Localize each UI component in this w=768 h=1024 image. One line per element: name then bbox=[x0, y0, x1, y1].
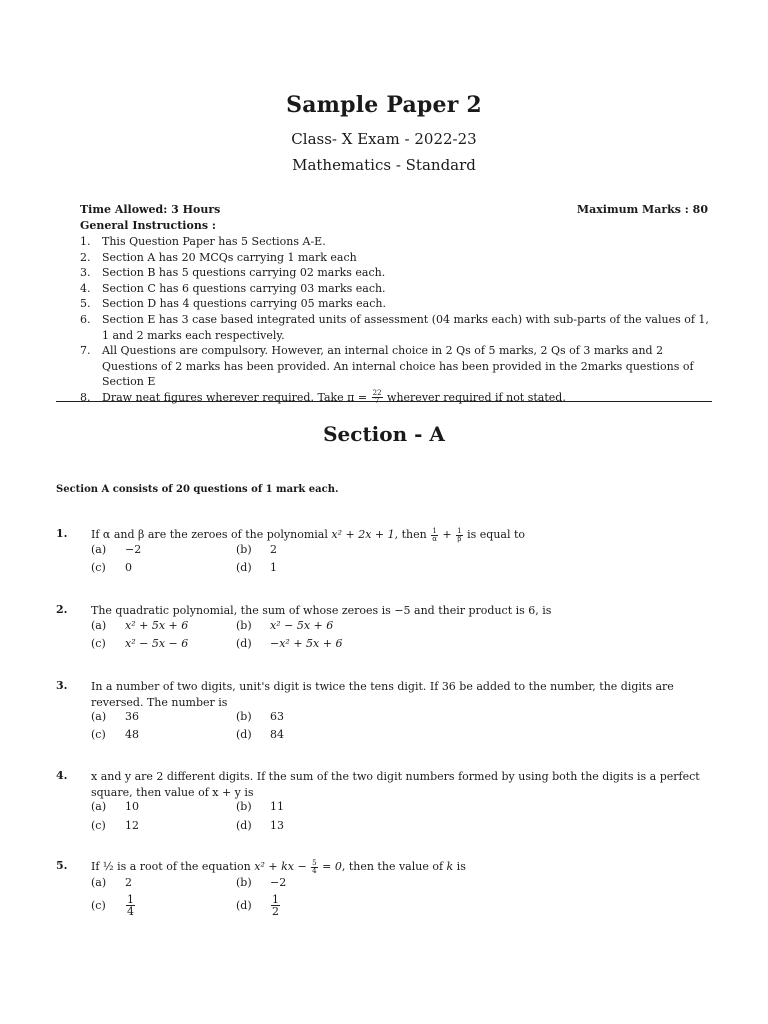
instruction-item bbox=[80, 281, 714, 297]
fraction-denominator: β bbox=[457, 534, 462, 543]
option-value: 10 bbox=[125, 800, 139, 813]
question-text-part: If α and β are the zeroes of the polynomial bbox=[91, 528, 332, 541]
question-number: 2. bbox=[56, 603, 68, 616]
fraction-numerator: 1 bbox=[127, 893, 134, 906]
option-a: (a) 2 bbox=[91, 876, 132, 889]
option-c: (c) 0 bbox=[91, 561, 132, 574]
fraction-one-over-alpha bbox=[431, 528, 438, 543]
instruction-text: wherever required if not stated. bbox=[383, 390, 566, 404]
fraction-numerator: 1 bbox=[432, 526, 437, 535]
option-value: 12 bbox=[125, 819, 139, 832]
option-value: 36 bbox=[125, 710, 139, 723]
instruction-text: Section E has 3 case based integrated units of assessment (04 marks each) with sub-parts of the values of 1, 1 and 2 marks each respectively. bbox=[102, 312, 709, 342]
instruction-item bbox=[80, 343, 714, 390]
pi-fraction bbox=[372, 390, 383, 405]
option-value: 84 bbox=[270, 728, 284, 741]
instruction-number: 8. bbox=[80, 390, 91, 404]
option-d-fraction bbox=[271, 894, 280, 917]
instruction-text: Section D has 4 questions carrying 05 marks each. bbox=[102, 297, 386, 311]
option-c: (c) 48 bbox=[91, 728, 139, 741]
instruction-text: Section A has 20 MCQs carrying 1 mark each bbox=[102, 250, 357, 264]
instruction-number: 1. bbox=[80, 235, 91, 248]
question-text: x and y are 2 different digits. If the sum of the two digit numbers formed by using both the digits is a perfect square, then value of x + y is bbox=[91, 770, 700, 799]
option-c: (c) x² − 5x − 6 bbox=[91, 637, 189, 650]
option-b: (b) 63 bbox=[236, 710, 284, 723]
fraction-numerator: 1 bbox=[272, 893, 279, 906]
option-value: 0 bbox=[125, 561, 132, 574]
fraction-five-over-four bbox=[311, 860, 317, 875]
instructions-list bbox=[80, 234, 714, 406]
option-a: (a) 10 bbox=[91, 800, 139, 813]
question-number: 3. bbox=[56, 679, 68, 692]
option-value: x² − 5x − 6 bbox=[125, 637, 189, 650]
option-value: 63 bbox=[270, 710, 284, 723]
pi-fraction-denominator: 7 bbox=[374, 397, 380, 406]
question-1 bbox=[56, 527, 716, 579]
instruction-item bbox=[80, 234, 714, 250]
question-2 bbox=[56, 603, 716, 655]
question-text-part: , then the value of bbox=[341, 860, 447, 873]
instruction-text: Section B has 5 questions carrying 02 marks each. bbox=[102, 266, 386, 280]
option-value: −x² + 5x + 6 bbox=[270, 637, 343, 650]
instruction-item bbox=[80, 312, 714, 343]
fraction-one-over-beta bbox=[456, 528, 462, 543]
equation-part: x² + kx − bbox=[254, 860, 311, 873]
option-a: (a) −2 bbox=[91, 543, 142, 556]
equation-part: = 0 bbox=[318, 860, 342, 873]
option-b: (b) 2 bbox=[236, 543, 277, 556]
section-title: Section - A bbox=[323, 422, 445, 446]
question-text-part: , then bbox=[394, 528, 431, 541]
time-allowed: Time Allowed: 3 Hours bbox=[80, 203, 221, 216]
option-value: 2 bbox=[270, 543, 277, 556]
option-d: (d) $\frac{1}{2}$ bbox=[236, 893, 279, 918]
option-value: 1 bbox=[270, 561, 277, 574]
option-value: x² + 5x + 6 bbox=[125, 619, 189, 632]
maximum-marks: Maximum Marks : 80 bbox=[576, 203, 708, 216]
fraction-numerator: 5 bbox=[312, 858, 317, 867]
option-a: (a) x² + 5x + 6 bbox=[91, 619, 189, 632]
pi-fraction-numerator: 22 bbox=[372, 389, 382, 398]
question-3 bbox=[56, 679, 716, 745]
option-value: 48 bbox=[125, 728, 139, 741]
polynomial-expression: x² + 2x + 1 bbox=[331, 528, 395, 541]
question-4 bbox=[56, 769, 716, 835]
instruction-text: All Questions are compulsory. However, an internal choice in 2 Qs of 5 marks, 2 Qs of 3 marks and 2 Questions of 2 marks has been provided. An internal choice has been provided in the 2marks questions of Section E bbox=[102, 344, 694, 389]
class-exam-subtitle: Class- X Exam - 2022-23 bbox=[291, 130, 477, 148]
instruction-number: 2. bbox=[80, 250, 91, 264]
option-d: (d) 13 bbox=[236, 819, 284, 832]
question-text-part: If ½ is a root of the equation bbox=[91, 860, 255, 873]
option-value: −2 bbox=[270, 876, 287, 889]
variable-k: k bbox=[446, 860, 454, 873]
option-a: (a) 36 bbox=[91, 710, 139, 723]
option-value: x² − 5x + 6 bbox=[270, 619, 334, 632]
subject-subtitle: Mathematics - Standard bbox=[292, 156, 476, 174]
question-text bbox=[91, 527, 715, 543]
option-value: 13 bbox=[270, 819, 284, 832]
instruction-number: 4. bbox=[80, 281, 91, 295]
general-instructions-title: General Instructions : bbox=[80, 219, 216, 232]
section-note: Section A consists of 20 questions of 1 mark each. bbox=[56, 484, 339, 495]
option-value: 11 bbox=[270, 800, 284, 813]
question-text-part: is equal to bbox=[463, 528, 526, 541]
option-b: (b) x² − 5x + 6 bbox=[236, 619, 334, 632]
instruction-number: 6. bbox=[80, 312, 91, 326]
instruction-number: 7. bbox=[80, 344, 91, 358]
option-d: (d) 84 bbox=[236, 728, 284, 741]
instruction-item bbox=[80, 265, 714, 281]
question-number: 5. bbox=[56, 859, 68, 872]
instruction-number: 5. bbox=[80, 297, 91, 311]
question-number: 1. bbox=[56, 527, 68, 540]
option-c: (c) 12 bbox=[91, 819, 139, 832]
instruction-number: 3. bbox=[80, 266, 91, 280]
fraction-denominator: 2 bbox=[272, 905, 279, 918]
question-5 bbox=[56, 859, 716, 923]
question-text bbox=[91, 859, 715, 875]
fraction-numerator: 1 bbox=[457, 526, 462, 535]
option-value: −2 bbox=[125, 543, 142, 556]
option-d: (d) 1 bbox=[236, 561, 277, 574]
instruction-text: Section C has 6 questions carrying 03 marks each. bbox=[102, 281, 386, 295]
instruction-item bbox=[80, 250, 714, 266]
instruction-item bbox=[80, 390, 714, 406]
fraction-denominator: 4 bbox=[127, 905, 134, 918]
option-value: 2 bbox=[125, 876, 132, 889]
question-text: The quadratic polynomial, the sum of whose zeroes is −5 and their product is 6, is bbox=[91, 604, 552, 617]
question-text-part: is bbox=[453, 860, 466, 873]
instruction-item bbox=[80, 296, 714, 312]
exam-meta-row bbox=[80, 203, 708, 219]
instruction-text: This Question Paper has 5 Sections A-E. bbox=[102, 235, 326, 248]
fraction-denominator: 4 bbox=[312, 866, 317, 875]
question-number: 4. bbox=[56, 769, 68, 782]
plus-sign: + bbox=[438, 528, 456, 541]
option-d: (d) −x² + 5x + 6 bbox=[236, 637, 343, 650]
option-c: (c) $\frac{1}{4}$ bbox=[91, 893, 134, 918]
fraction-denominator: α bbox=[432, 534, 437, 543]
paper-title: Sample Paper 2 bbox=[286, 92, 482, 118]
option-b: (b) 11 bbox=[236, 800, 284, 813]
section-divider bbox=[56, 401, 712, 402]
option-b: (b) −2 bbox=[236, 876, 287, 889]
instruction-text: Draw neat figures wherever required. Take π = bbox=[102, 390, 371, 404]
option-c-fraction bbox=[126, 894, 135, 917]
question-text: In a number of two digits, unit's digit is twice the tens digit. If 36 be added to the number, the digits are reversed. The number is bbox=[91, 680, 674, 709]
